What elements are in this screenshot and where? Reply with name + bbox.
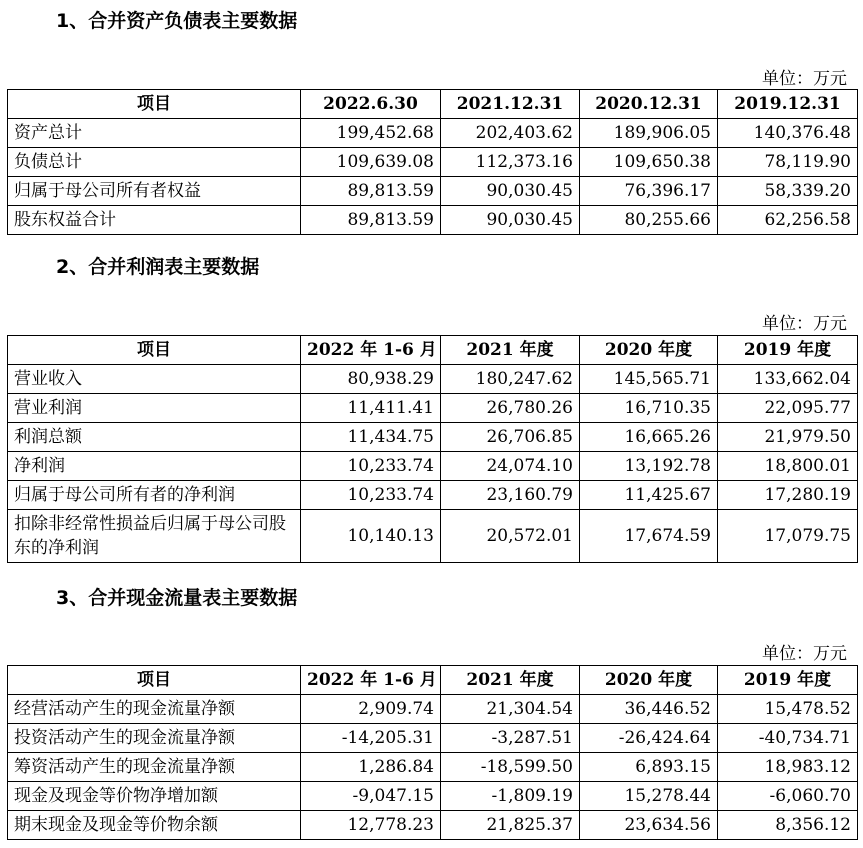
table-cell: 140,376.48 bbox=[718, 119, 858, 148]
table-row bbox=[8, 695, 858, 724]
table-header-row bbox=[8, 666, 858, 695]
table-cell: 90,030.45 bbox=[441, 177, 580, 206]
row-label: 归属于母公司所有者权益 bbox=[8, 177, 301, 206]
table-cell: -3,287.51 bbox=[441, 724, 580, 753]
table-cell: 36,446.52 bbox=[580, 695, 718, 724]
table-cell: -1,809.19 bbox=[441, 782, 580, 811]
table-row bbox=[8, 119, 858, 148]
table-row bbox=[8, 365, 858, 394]
table-cell: 1,286.84 bbox=[301, 753, 441, 782]
table-cell: 20,572.01 bbox=[441, 510, 580, 563]
column-header: 2019 年度 bbox=[718, 666, 858, 695]
table-header-row bbox=[8, 336, 858, 365]
table-cell: 10,140.13 bbox=[301, 510, 441, 563]
table-cell: 10,233.74 bbox=[301, 481, 441, 510]
table-cell: 6,893.15 bbox=[580, 753, 718, 782]
table-cell: 12,778.23 bbox=[301, 811, 441, 840]
column-header: 2022 年 1-6 月 bbox=[301, 666, 441, 695]
table-row bbox=[8, 510, 858, 563]
table-cell: 18,983.12 bbox=[718, 753, 858, 782]
table-cell: 109,650.38 bbox=[580, 148, 718, 177]
table-cell: 17,079.75 bbox=[718, 510, 858, 563]
table-cell: 133,662.04 bbox=[718, 365, 858, 394]
table-row bbox=[8, 206, 858, 235]
table-cell: 10,233.74 bbox=[301, 452, 441, 481]
row-label: 归属于母公司所有者的净利润 bbox=[8, 481, 301, 510]
table-cell: -26,424.64 bbox=[580, 724, 718, 753]
table-cell: 76,396.17 bbox=[580, 177, 718, 206]
table-cell: 23,160.79 bbox=[441, 481, 580, 510]
row-label: 资产总计 bbox=[8, 119, 301, 148]
table-cell: 89,813.59 bbox=[301, 206, 441, 235]
table-row bbox=[8, 148, 858, 177]
table-cell: 80,938.29 bbox=[301, 365, 441, 394]
row-label: 扣除非经常性损益后归属于母公司股东的净利润 bbox=[8, 510, 301, 563]
table-cell: -18,599.50 bbox=[441, 753, 580, 782]
table-row bbox=[8, 481, 858, 510]
column-header: 2020.12.31 bbox=[580, 90, 718, 119]
table-cell: 145,565.71 bbox=[580, 365, 718, 394]
table-cell: 202,403.62 bbox=[441, 119, 580, 148]
table-cell: 80,255.66 bbox=[580, 206, 718, 235]
column-header: 2020 年度 bbox=[580, 666, 718, 695]
table-cell: 11,425.67 bbox=[580, 481, 718, 510]
unit-label: 单位：万元 bbox=[762, 644, 847, 664]
table-cell: 78,119.90 bbox=[718, 148, 858, 177]
column-header: 2021 年度 bbox=[441, 666, 580, 695]
table-row bbox=[8, 753, 858, 782]
table-row bbox=[8, 782, 858, 811]
table-cell: 16,665.26 bbox=[580, 423, 718, 452]
table-cell: 13,192.78 bbox=[580, 452, 718, 481]
column-header: 项目 bbox=[8, 336, 301, 365]
table-row bbox=[8, 394, 858, 423]
table-cell: -40,734.71 bbox=[718, 724, 858, 753]
column-header: 2022.6.30 bbox=[301, 90, 441, 119]
row-label: 负债总计 bbox=[8, 148, 301, 177]
table-cell: 11,434.75 bbox=[301, 423, 441, 452]
row-label: 筹资活动产生的现金流量净额 bbox=[8, 753, 301, 782]
table-cell: 112,373.16 bbox=[441, 148, 580, 177]
row-label: 期末现金及现金等价物余额 bbox=[8, 811, 301, 840]
column-header: 2020 年度 bbox=[580, 336, 718, 365]
income-statement-table bbox=[7, 335, 858, 563]
table-cell: 15,478.52 bbox=[718, 695, 858, 724]
cash-flow-table bbox=[7, 665, 858, 840]
table-header-row bbox=[8, 90, 858, 119]
table-cell: 2,909.74 bbox=[301, 695, 441, 724]
column-header: 2021.12.31 bbox=[441, 90, 580, 119]
table-cell: 109,639.08 bbox=[301, 148, 441, 177]
table-cell: 22,095.77 bbox=[718, 394, 858, 423]
row-label: 营业收入 bbox=[8, 365, 301, 394]
table-cell: 90,030.45 bbox=[441, 206, 580, 235]
column-header: 项目 bbox=[8, 90, 301, 119]
table-cell: 21,304.54 bbox=[441, 695, 580, 724]
table-cell: 18,800.01 bbox=[718, 452, 858, 481]
section-title-cash-flow: 3、合并现金流量表主要数据 bbox=[56, 587, 298, 609]
table-row bbox=[8, 423, 858, 452]
table-cell: 62,256.58 bbox=[718, 206, 858, 235]
table-cell: 17,280.19 bbox=[718, 481, 858, 510]
unit-label: 单位：万元 bbox=[762, 314, 847, 334]
table-row bbox=[8, 452, 858, 481]
row-label: 投资活动产生的现金流量净额 bbox=[8, 724, 301, 753]
table-cell: 24,074.10 bbox=[441, 452, 580, 481]
table-cell: -6,060.70 bbox=[718, 782, 858, 811]
column-header: 项目 bbox=[8, 666, 301, 695]
table-cell: 26,780.26 bbox=[441, 394, 580, 423]
table-cell: 21,979.50 bbox=[718, 423, 858, 452]
table-cell: 11,411.41 bbox=[301, 394, 441, 423]
table-cell: 16,710.35 bbox=[580, 394, 718, 423]
table-row bbox=[8, 177, 858, 206]
table-cell: 199,452.68 bbox=[301, 119, 441, 148]
table-cell: 26,706.85 bbox=[441, 423, 580, 452]
balance-sheet-table bbox=[7, 89, 858, 235]
row-label: 股东权益合计 bbox=[8, 206, 301, 235]
unit-label: 单位：万元 bbox=[762, 69, 847, 89]
table-cell: 23,634.56 bbox=[580, 811, 718, 840]
table-row bbox=[8, 811, 858, 840]
column-header: 2022 年 1-6 月 bbox=[301, 336, 441, 365]
row-label: 利润总额 bbox=[8, 423, 301, 452]
section-title-balance-sheet: 1、合并资产负债表主要数据 bbox=[56, 10, 298, 32]
table-row bbox=[8, 724, 858, 753]
column-header: 2019.12.31 bbox=[718, 90, 858, 119]
table-cell: 89,813.59 bbox=[301, 177, 441, 206]
column-header: 2021 年度 bbox=[441, 336, 580, 365]
column-header: 2019 年度 bbox=[718, 336, 858, 365]
table-cell: 58,339.20 bbox=[718, 177, 858, 206]
row-label: 经营活动产生的现金流量净额 bbox=[8, 695, 301, 724]
table-cell: 15,278.44 bbox=[580, 782, 718, 811]
table-cell: -9,047.15 bbox=[301, 782, 441, 811]
table-cell: 21,825.37 bbox=[441, 811, 580, 840]
table-cell: 180,247.62 bbox=[441, 365, 580, 394]
row-label: 营业利润 bbox=[8, 394, 301, 423]
table-cell: 8,356.12 bbox=[718, 811, 858, 840]
row-label: 净利润 bbox=[8, 452, 301, 481]
table-cell: 189,906.05 bbox=[580, 119, 718, 148]
table-cell: -14,205.31 bbox=[301, 724, 441, 753]
row-label: 现金及现金等价物净增加额 bbox=[8, 782, 301, 811]
section-title-income-statement: 2、合并利润表主要数据 bbox=[56, 256, 260, 278]
table-cell: 17,674.59 bbox=[580, 510, 718, 563]
